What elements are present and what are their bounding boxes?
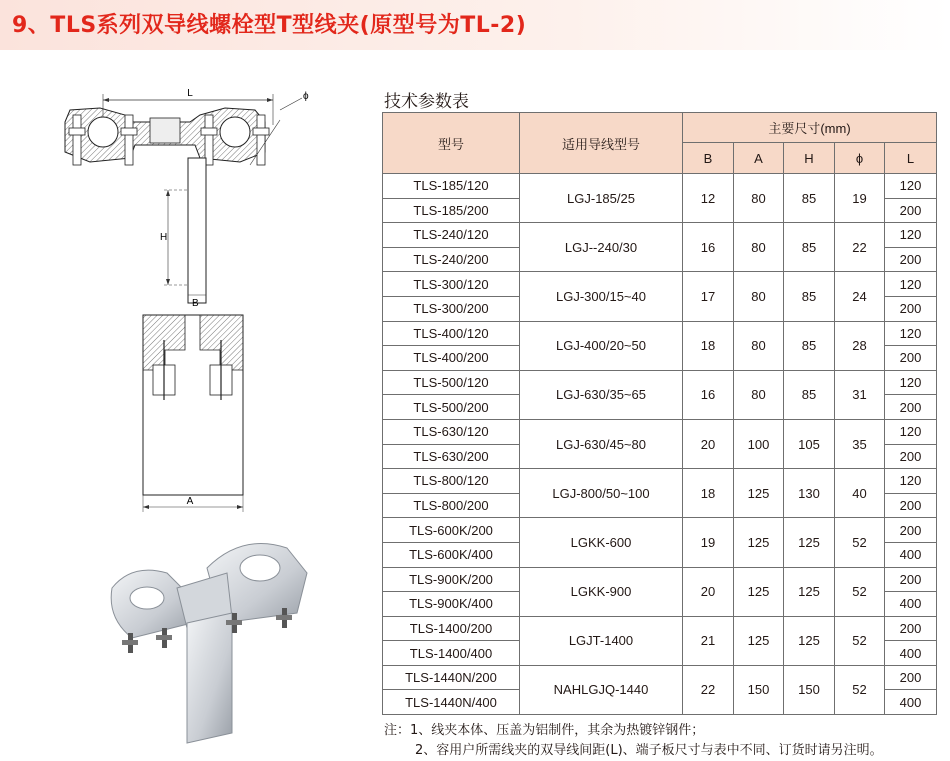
h-cell: 85 xyxy=(784,272,835,321)
a-cell: 125 xyxy=(734,616,784,665)
h-cell: 85 xyxy=(784,370,835,419)
h-cell: 125 xyxy=(784,567,835,616)
b-cell: 18 xyxy=(683,321,734,370)
dim-phi-label: ϕ xyxy=(303,91,309,102)
h-cell: 85 xyxy=(784,174,835,223)
model-cell: TLS-1440N/400 xyxy=(383,690,520,715)
clamp-front-view xyxy=(143,315,243,512)
l-cell: 400 xyxy=(885,592,937,617)
model-cell: TLS-630/120 xyxy=(383,419,520,444)
b-cell: 22 xyxy=(683,665,734,714)
header-col-A: A xyxy=(734,143,784,174)
note-1: 注：1、线夹本体、压盖为铝制件，其余为热镀锌钢件； xyxy=(384,723,705,738)
b-cell: 12 xyxy=(683,174,734,223)
model-cell: TLS-900K/400 xyxy=(383,592,520,617)
b-cell: 18 xyxy=(683,469,734,518)
a-cell: 150 xyxy=(734,665,784,714)
l-cell: 120 xyxy=(885,370,937,395)
a-cell: 80 xyxy=(734,321,784,370)
conductor-cell: LGJ--240/30 xyxy=(520,223,683,272)
h-cell: 85 xyxy=(784,321,835,370)
phi-cell: 52 xyxy=(835,616,885,665)
conductor-cell: LGKK-900 xyxy=(520,567,683,616)
h-cell: 125 xyxy=(784,518,835,567)
a-cell: 80 xyxy=(734,370,784,419)
l-cell: 200 xyxy=(885,616,937,641)
b-cell: 20 xyxy=(683,567,734,616)
conductor-cell: LGKK-600 xyxy=(520,518,683,567)
header-conductor: 适用导线型号 xyxy=(520,113,683,174)
b-cell: 21 xyxy=(683,616,734,665)
conductor-cell: LGJ-630/35~65 xyxy=(520,370,683,419)
model-cell: TLS-800/200 xyxy=(383,493,520,518)
b-cell: 17 xyxy=(683,272,734,321)
page-title: 9、TLS系列双导线螺栓型T型线夹(原型号为TL-2) xyxy=(12,13,527,38)
l-cell: 400 xyxy=(885,641,937,666)
table-row xyxy=(383,469,937,494)
l-cell: 200 xyxy=(885,518,937,543)
l-cell: 200 xyxy=(885,395,937,420)
spec-table xyxy=(382,112,937,715)
table-row xyxy=(383,321,937,346)
dim-A-label: A xyxy=(186,496,194,507)
conductor-cell: LGJ-185/25 xyxy=(520,174,683,223)
phi-cell: 19 xyxy=(835,174,885,223)
phi-cell: 28 xyxy=(835,321,885,370)
l-cell: 200 xyxy=(885,346,937,371)
product-photo xyxy=(92,528,332,748)
phi-cell: 24 xyxy=(835,272,885,321)
conductor-cell: LGJ-800/50~100 xyxy=(520,469,683,518)
l-cell: 120 xyxy=(885,223,937,248)
notes xyxy=(384,721,883,761)
table-row xyxy=(383,174,937,199)
phi-cell: 52 xyxy=(835,518,885,567)
l-cell: 120 xyxy=(885,321,937,346)
phi-cell: 31 xyxy=(835,370,885,419)
phi-cell: 22 xyxy=(835,223,885,272)
a-cell: 80 xyxy=(734,174,784,223)
a-cell: 125 xyxy=(734,567,784,616)
table-row xyxy=(383,518,937,543)
l-cell: 400 xyxy=(885,542,937,567)
model-cell: TLS-400/200 xyxy=(383,346,520,371)
model-cell: TLS-1400/200 xyxy=(383,616,520,641)
header-col-phi: ϕ xyxy=(835,143,885,174)
l-cell: 400 xyxy=(885,690,937,715)
dim-H-label: H xyxy=(160,232,168,243)
l-cell: 200 xyxy=(885,198,937,223)
header-main-dims: 主要尺寸(mm) xyxy=(683,113,937,143)
header-col-L: L xyxy=(885,143,937,174)
model-cell: TLS-300/120 xyxy=(383,272,520,297)
l-cell: 200 xyxy=(885,296,937,321)
title-banner xyxy=(0,0,950,50)
l-cell: 120 xyxy=(885,272,937,297)
model-cell: TLS-600K/400 xyxy=(383,542,520,567)
phi-cell: 35 xyxy=(835,419,885,468)
technical-drawing xyxy=(40,70,309,520)
l-cell: 200 xyxy=(885,493,937,518)
note-2: 2、容用户所需线夹的双导线间距(L)、端子板尺寸与表中不同、订货时请另注明。 xyxy=(415,743,883,758)
h-cell: 150 xyxy=(784,665,835,714)
header-model: 型号 xyxy=(383,113,520,174)
table-row xyxy=(383,616,937,641)
model-cell: TLS-185/200 xyxy=(383,198,520,223)
h-cell: 85 xyxy=(784,223,835,272)
spec-table-body xyxy=(383,174,937,715)
h-cell: 130 xyxy=(784,469,835,518)
phi-cell: 52 xyxy=(835,665,885,714)
table-row xyxy=(383,223,937,248)
model-cell: TLS-800/120 xyxy=(383,469,520,494)
header-col-B: B xyxy=(683,143,734,174)
model-cell: TLS-1440N/200 xyxy=(383,665,520,690)
header-col-H: H xyxy=(784,143,835,174)
model-cell: TLS-1400/400 xyxy=(383,641,520,666)
dim-L-label: L xyxy=(187,88,193,99)
l-cell: 120 xyxy=(885,469,937,494)
conductor-cell: LGJ-300/15~40 xyxy=(520,272,683,321)
model-cell: TLS-300/200 xyxy=(383,296,520,321)
l-cell: 120 xyxy=(885,174,937,199)
section-label: 技术参数表 xyxy=(384,92,469,112)
clamp-top-view xyxy=(65,108,280,165)
conductor-cell: LGJ-630/45~80 xyxy=(520,419,683,468)
table-row xyxy=(383,567,937,592)
model-cell: TLS-400/120 xyxy=(383,321,520,346)
l-cell: 200 xyxy=(885,444,937,469)
table-row xyxy=(383,665,937,690)
l-cell: 120 xyxy=(885,419,937,444)
a-cell: 125 xyxy=(734,518,784,567)
l-cell: 200 xyxy=(885,247,937,272)
model-cell: TLS-500/120 xyxy=(383,370,520,395)
h-cell: 125 xyxy=(784,616,835,665)
conductor-cell: NAHLGJQ-1440 xyxy=(520,665,683,714)
phi-cell: 40 xyxy=(835,469,885,518)
b-cell: 16 xyxy=(683,370,734,419)
phi-cell: 52 xyxy=(835,567,885,616)
h-cell: 105 xyxy=(784,419,835,468)
dim-B-label: B xyxy=(192,298,199,309)
table-row xyxy=(383,419,937,444)
b-cell: 16 xyxy=(683,223,734,272)
model-cell: TLS-185/120 xyxy=(383,174,520,199)
conductor-cell: LGJT-1400 xyxy=(520,616,683,665)
model-cell: TLS-240/120 xyxy=(383,223,520,248)
l-cell: 200 xyxy=(885,567,937,592)
conductor-cell: LGJ-400/20~50 xyxy=(520,321,683,370)
model-cell: TLS-900K/200 xyxy=(383,567,520,592)
a-cell: 80 xyxy=(734,223,784,272)
model-cell: TLS-240/200 xyxy=(383,247,520,272)
model-cell: TLS-500/200 xyxy=(383,395,520,420)
table-row xyxy=(383,370,937,395)
model-cell: TLS-630/200 xyxy=(383,444,520,469)
b-cell: 20 xyxy=(683,419,734,468)
b-cell: 19 xyxy=(683,518,734,567)
table-row xyxy=(383,272,937,297)
l-cell: 200 xyxy=(885,665,937,690)
a-cell: 125 xyxy=(734,469,784,518)
model-cell: TLS-600K/200 xyxy=(383,518,520,543)
a-cell: 80 xyxy=(734,272,784,321)
a-cell: 100 xyxy=(734,419,784,468)
stem xyxy=(160,158,206,309)
